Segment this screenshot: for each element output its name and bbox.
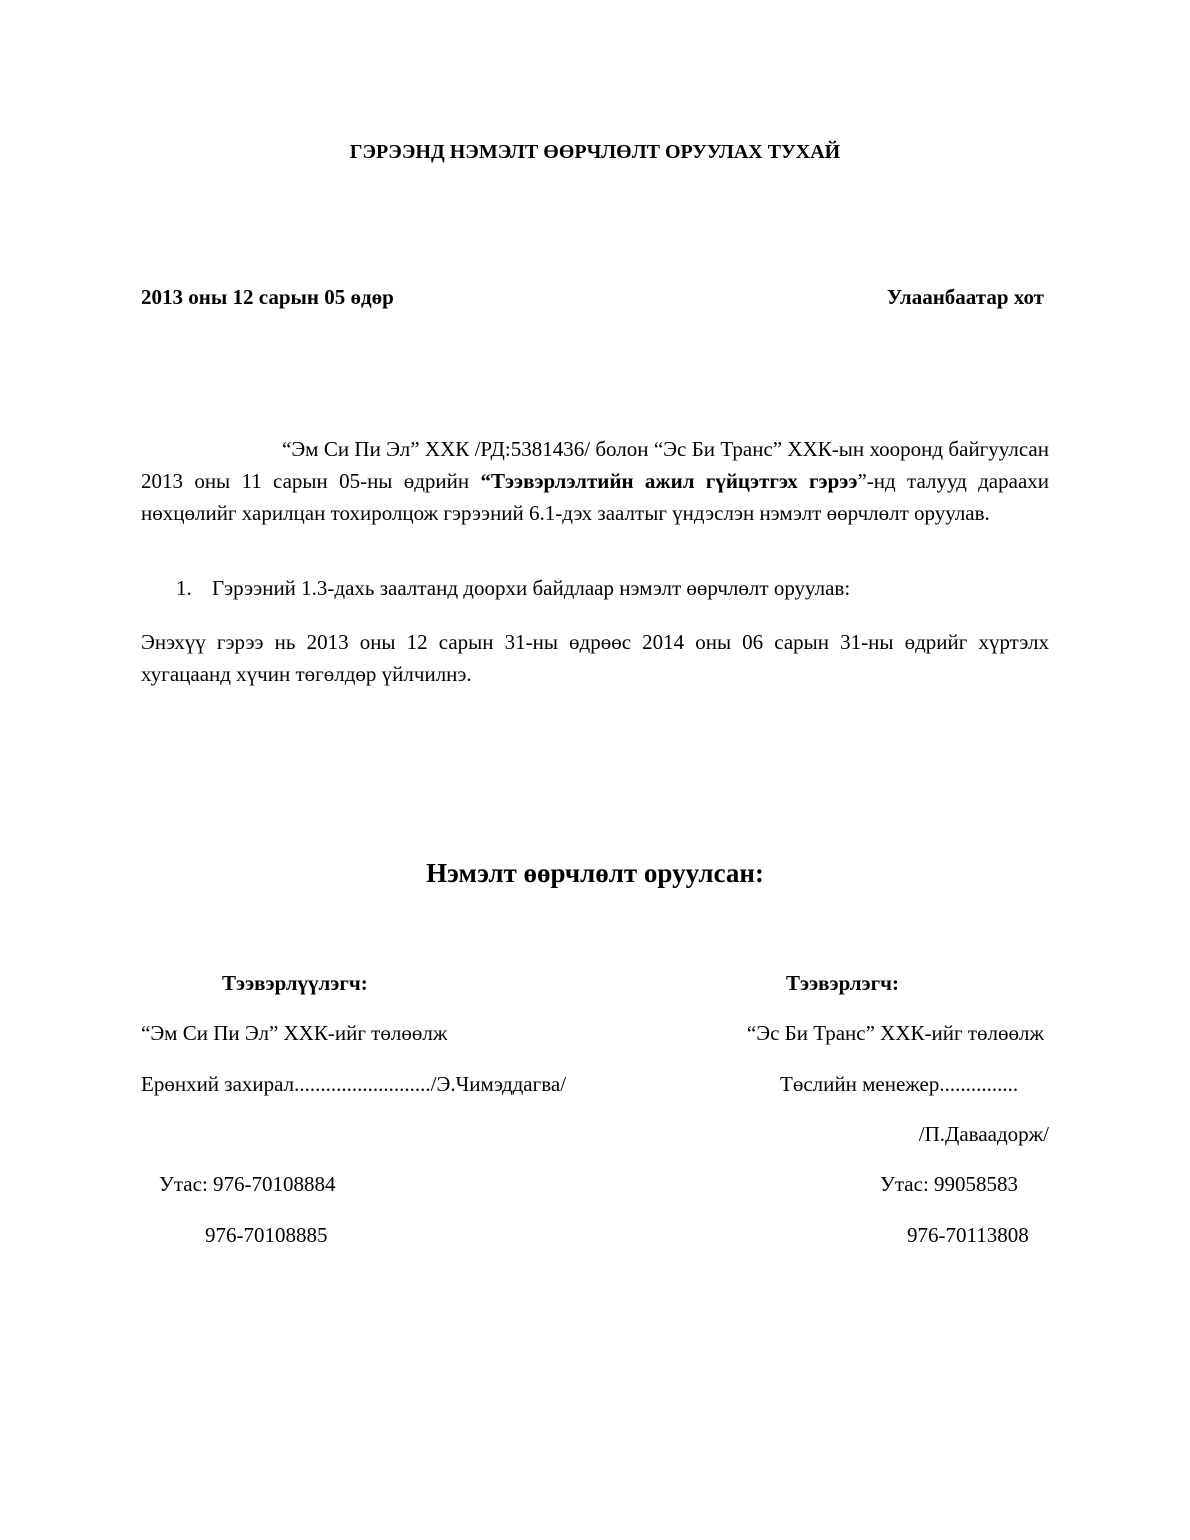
right-party-phone-2: 976-70113808 [907,1223,1029,1247]
document-title: ГЭРЭЭНД НЭМЭЛТ ӨӨРЧЛӨЛТ ОРУУЛАХ ТУХАЙ [349,141,841,163]
right-party-role: Тээвэрлэгч: [786,971,899,995]
left-party-phone-2: 976-70108885 [205,1223,328,1247]
contract-name: “Тээвэрлэлтийн ажил гүйцэтгэх гэрээ [480,469,858,493]
right-party-position: Төслийн менежер............... [780,1072,1019,1096]
right-party-company: “Эс Би Транс” ХХК-ийг төлөөлж [746,1021,1044,1045]
section-subtitle: Нэмэлт өөрчлөлт оруулсан: [426,858,764,888]
amendment-paragraph: Энэхүү гэрээ нь 2013 оны 12 сарын 31-ны өдрөөс 2014 оны 06 сарын 31-ны өдрийг хүртэлх хугацаанд хүчин төгөлдөр үйлчилнэ. [141,630,1049,686]
right-party-name: /П.Даваадорж/ [918,1122,1049,1146]
list-item [176,576,850,601]
intro-text: “Эм Си Пи Эл” ХХК /РД:5381436/ болон “Эс Би Транс” ХХК-ын хооронд байгуулсан 2013 оны 11 сарын 05-ны өдрийн “Тээвэрлэлтийн ажил гүйцэтгэх гэрээ”-нд талууд дараахи нөхцөлийг харилцан тохиролцож гэрээний 6.1-дэх заалтыг үндэслэн нэмэлт өөрчлөлт оруулав. [141,437,1049,525]
document-city: Улаанбаатар хот [886,285,1044,309]
left-party-company: “Эм Си Пи Эл” ХХК-ийг төлөөлж [141,1021,448,1045]
left-party-position: Ерөнхий захирал........................../Э.Чимэддагва/ [141,1072,567,1096]
left-party-role: Тээвэрлүүлэгч: [222,971,368,995]
intro-paragraph [141,433,1049,529]
left-party-phone: Утас: 976-70108884 [159,1172,336,1196]
right-party-phone: Утас: 99058583 [880,1172,1019,1196]
document-date: 2013 оны 12 сарын 05 өдөр [141,285,394,309]
list-item-text: Гэрээний 1.3-дахь заалтанд доорхи байдлаар нэмэлт өөрчлөлт оруулав: [212,576,851,600]
list-item-number: 1. [176,576,192,600]
